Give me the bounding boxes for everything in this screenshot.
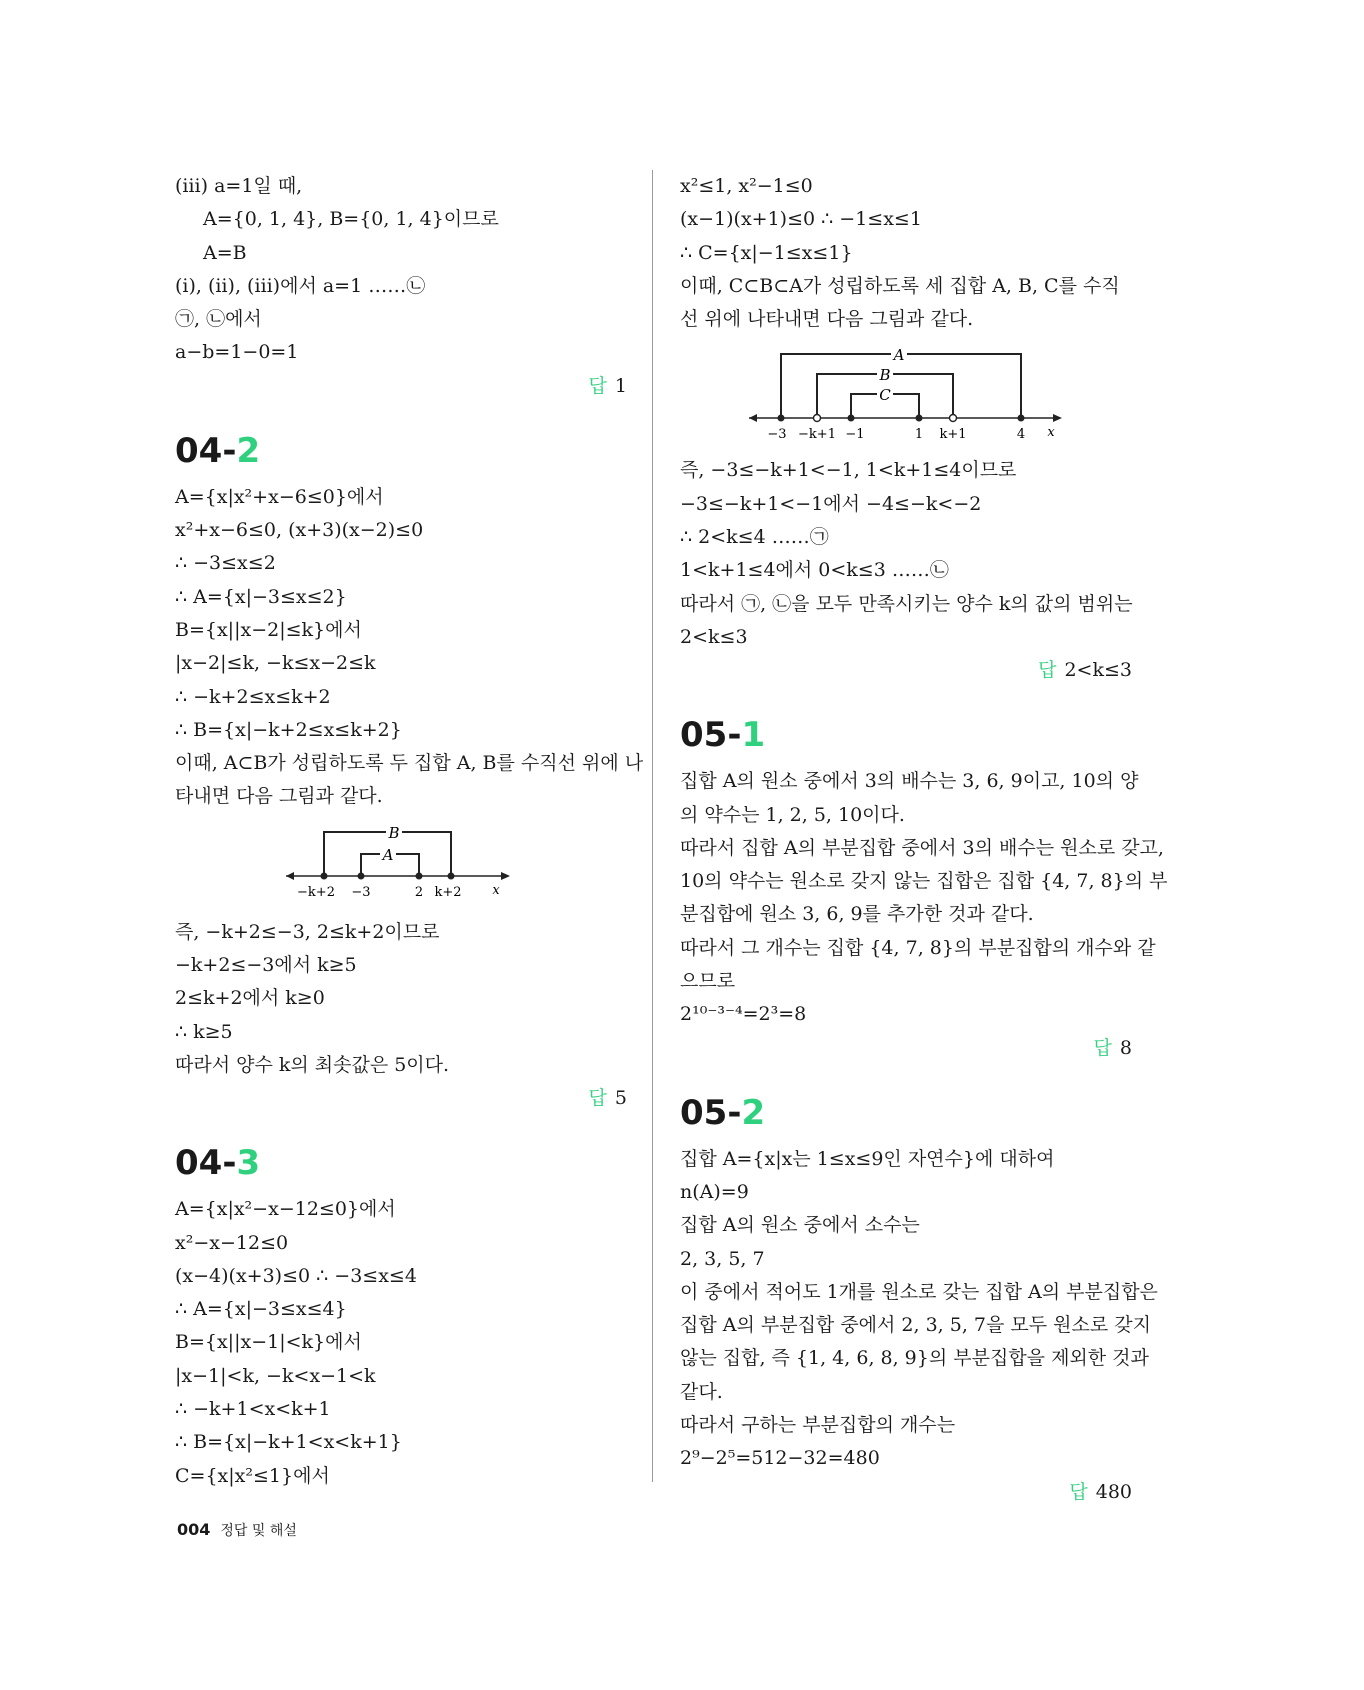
text-line: ∴ B={x|−k+2≤x≤k+2} — [175, 718, 402, 741]
answer-label: 답 — [1093, 1036, 1112, 1059]
heading-number: 05- — [680, 715, 742, 756]
heading-subnumber: 3 — [236, 1143, 261, 1184]
text-line: −3≤−k+1<−1에서 −4≤−k<−2 — [680, 492, 982, 515]
tick-label: −3 — [767, 427, 787, 443]
answer — [175, 370, 627, 403]
text-line: ∴ B={x|−k+1<x<k+1} — [175, 1431, 402, 1454]
text-line: 2<k≤3 — [680, 625, 748, 648]
text-line: B={x||x−1|<k}에서 — [175, 1331, 362, 1354]
page-footer — [177, 1520, 297, 1540]
text-line: ∴ −k+1<x<k+1 — [175, 1398, 331, 1421]
point — [416, 872, 423, 879]
column-divider — [652, 170, 653, 1482]
heading-number: 05- — [680, 1092, 742, 1133]
label-A: A — [382, 845, 394, 864]
answer-value: 480 — [1095, 1480, 1132, 1503]
tick-label: k+2 — [434, 884, 462, 900]
point — [848, 415, 855, 422]
left-column — [175, 170, 644, 1493]
text-line: 1<k+1≤4에서 0<k≤3 ……㉡ — [680, 559, 949, 582]
answer — [680, 1032, 1132, 1065]
text-line: n(A)=9 — [680, 1180, 749, 1203]
text-line: x²−x−12≤0 — [175, 1231, 289, 1254]
tick-label: 4 — [1016, 427, 1026, 443]
text-line: 따라서 양수 k의 최솟값은 5이다. — [175, 1053, 450, 1076]
text-line: 따라서 그 개수는 집합 {4, 7, 8}의 부분집합의 개수와 같 — [680, 936, 1156, 959]
answer — [175, 1082, 627, 1115]
point — [916, 415, 923, 422]
right-column — [680, 170, 1168, 1509]
text-line: 같다. — [680, 1380, 723, 1403]
point — [321, 872, 328, 879]
heading-subnumber: 2 — [236, 430, 261, 471]
text-line: (x−1)(x+1)≤0 ∴ −1≤x≤1 — [680, 208, 922, 231]
point — [358, 872, 365, 879]
text-line: B={x||x−2|≤k}에서 — [175, 618, 362, 641]
answer-label: 답 — [1038, 659, 1057, 682]
heading-number: 04- — [175, 430, 237, 471]
label-B: B — [388, 823, 400, 842]
answer-value: 2<k≤3 — [1064, 659, 1132, 682]
text-line: ∴ −k+2≤x≤k+2 — [175, 685, 331, 708]
text-line: 즉, −3≤−k+1<−1, 1<k+1≤4이므로 — [680, 459, 1017, 482]
answer — [680, 1476, 1132, 1509]
text-line: x²+x−6≤0, (x+3)(x−2)≤0 — [175, 519, 424, 542]
text-line: 선 위에 나타내면 다음 그림과 같다. — [680, 308, 974, 331]
text-line: ∴ k≥5 — [175, 1020, 233, 1043]
text-line: ∴ 2<k≤4 ……㉠ — [680, 526, 829, 549]
point — [778, 415, 785, 422]
point — [448, 872, 455, 879]
tick-label: k+1 — [939, 427, 967, 443]
heading-subnumber: 1 — [741, 715, 766, 756]
text-line: ∴ C={x|−1≤x≤1} — [680, 241, 853, 264]
text-line: |x−1|<k, −k<x−1<k — [175, 1364, 376, 1387]
tick-label: −1 — [845, 427, 865, 443]
text-line: C={x|x²≤1}에서 — [175, 1464, 330, 1487]
text-line: 이때, A⊂B가 성립하도록 두 집합 A, B를 수직선 위에 나 — [175, 752, 644, 775]
number-line-figure — [741, 346, 1071, 444]
page-number: 004 — [177, 1520, 211, 1539]
text-line: 즉, −k+2≤−3, 2≤k+2이므로 — [175, 920, 440, 943]
section-heading-04-3 — [175, 1141, 627, 1185]
text-line: 10의 약수는 원소로 갖지 않는 집합은 집합 {4, 7, 8}의 부 — [680, 870, 1168, 893]
text-line: A=B — [203, 241, 247, 264]
text-line: 집합 A={x|x는 1≤x≤9인 자연수}에 대하여 — [680, 1147, 1055, 1170]
text-line: A={x|x²−x−12≤0}에서 — [175, 1198, 396, 1221]
label-A: A — [893, 346, 905, 365]
text-line: −k+2≤−3에서 k≥5 — [175, 954, 357, 977]
text-line: 2, 3, 5, 7 — [680, 1247, 765, 1270]
text-line: 타내면 다음 그림과 같다. — [175, 785, 383, 808]
text-line: A={x|x²+x−6≤0}에서 — [175, 485, 384, 508]
tick-label: 1 — [914, 427, 924, 443]
axis-label: x — [1047, 425, 1055, 441]
text-line: 2≤k+2에서 k≥0 — [175, 987, 325, 1010]
section-heading-05-2 — [680, 1091, 1132, 1135]
answer-value: 5 — [614, 1087, 627, 1110]
label-B: B — [879, 366, 891, 385]
axis-arrow-icon — [286, 872, 294, 880]
text-line: 2⁹−2⁵=512−32=480 — [680, 1447, 880, 1470]
tick-label: −k+2 — [297, 884, 335, 900]
section-heading-04-2 — [175, 429, 627, 473]
text-line: 따라서 집합 A의 부분집합 중에서 3의 배수는 원소로 갖고, — [680, 836, 1164, 859]
text-line: 따라서 ㉠, ㉡을 모두 만족시키는 양수 k의 값의 범위는 — [680, 592, 1133, 615]
text-line: 이 중에서 적어도 1개를 원소로 갖는 집합 A의 부분집합은 — [680, 1280, 1158, 1303]
number-line-figure — [286, 824, 516, 906]
open-point — [814, 415, 821, 422]
axis-label: x — [492, 882, 500, 898]
point — [1018, 415, 1025, 422]
answer-value: 8 — [1119, 1036, 1132, 1059]
text-line: ∴ A={x|−3≤x≤4} — [175, 1298, 347, 1321]
text-line: 따라서 구하는 부분집합의 개수는 — [680, 1414, 956, 1437]
footer-title: 정답 및 해설 — [220, 1523, 297, 1539]
open-point — [950, 415, 957, 422]
answer-label: 답 — [1069, 1480, 1088, 1503]
axis-arrow-icon — [1053, 414, 1062, 422]
text-line: 분집합에 원소 3, 6, 9를 추가한 것과 같다. — [680, 903, 1034, 926]
text-line: (ⅲ) a=1일 때, — [175, 175, 303, 197]
text-line: (ⅰ), (ⅱ), (ⅲ)에서 a=1 ……㉡ — [175, 274, 426, 297]
answer-label: 답 — [588, 374, 607, 397]
text-line: A={0, 1, 4}, B={0, 1, 4}이므로 — [203, 208, 499, 231]
text-line: ∴ −3≤x≤2 — [175, 552, 276, 575]
text-line: 집합 A의 원소 중에서 3의 배수는 3, 6, 9이고, 10의 양 — [680, 770, 1139, 793]
text-line: 2¹⁰⁻³⁻⁴=2³=8 — [680, 1003, 807, 1026]
answer-label: 답 — [588, 1087, 607, 1110]
text-line: 으므로 — [680, 970, 736, 993]
text-line: (x−4)(x+3)≤0 ∴ −3≤x≤4 — [175, 1264, 417, 1287]
answer — [680, 654, 1132, 687]
text-line: 집합 A의 부분집합 중에서 2, 3, 5, 7을 모두 원소로 갖지 — [680, 1314, 1151, 1337]
text-line: ㉠, ㉡에서 — [175, 308, 262, 331]
text-line: ∴ A={x|−3≤x≤2} — [175, 585, 347, 608]
text-line: x²≤1, x²−1≤0 — [680, 175, 813, 197]
text-line: a−b=1−0=1 — [175, 341, 299, 364]
text-line: 이때, C⊂B⊂A가 성립하도록 세 집합 A, B, C를 수직 — [680, 274, 1120, 297]
tick-label: 2 — [414, 884, 424, 900]
heading-number: 04- — [175, 1143, 237, 1184]
text-line: |x−2|≤k, −k≤x−2≤k — [175, 652, 376, 675]
text-line: 의 약수는 1, 2, 5, 10이다. — [680, 803, 905, 826]
tick-label: −k+1 — [798, 427, 836, 443]
heading-subnumber: 2 — [741, 1092, 766, 1133]
label-C: C — [879, 386, 891, 405]
section-heading-05-1 — [680, 713, 1132, 757]
text-line: 집합 A의 원소 중에서 소수는 — [680, 1214, 920, 1237]
answer-value: 1 — [614, 374, 627, 397]
tick-label: −3 — [351, 884, 371, 900]
axis-arrow-icon — [501, 872, 510, 880]
text-line: 않는 집합, 즉 {1, 4, 6, 8, 9}의 부분집합을 제외한 것과 — [680, 1347, 1149, 1370]
axis-arrow-icon — [749, 414, 757, 422]
